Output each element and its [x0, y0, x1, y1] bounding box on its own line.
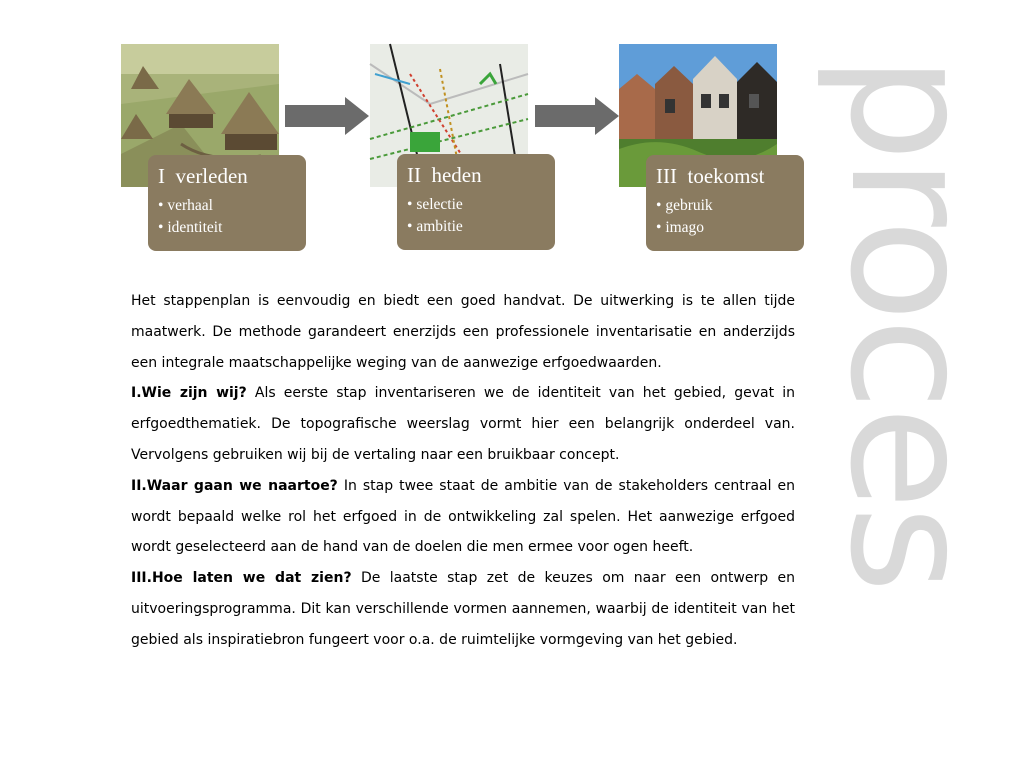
paragraph-intro-body: Het stappenplan is eenvoudig en biedt een goed handvat. De uitwerking is te allen tijde maatwerk. De methode garandeert enerzijds een professionele inventarisatie en anderzijds een integrale maatschappelijke weging van de aanwezige erfgoedwaarden. — [131, 293, 795, 371]
step-2-box — [397, 154, 555, 250]
step-1-bullet-2: • identiteit — [158, 217, 296, 239]
step-2-title: II heden — [407, 163, 482, 187]
step-3-title: III toekomst — [656, 164, 765, 188]
paragraph-step-2-heading: II.Waar gaan we naartoe? — [131, 477, 338, 494]
paragraph-step-1-heading: I.Wie zijn wij? — [131, 385, 247, 402]
paragraph-step-1-body: Als eerste stap inventariseren we de identiteit van het gebied, gevat in erfgoedthematiek. De topografische weerslag vormt hier een belangrijk onderdeel van. Vervolgens gebruiken wij bij de vertaling naar een bruikbaar concept. — [131, 385, 795, 463]
step-1-box — [148, 155, 306, 251]
paragraph-step-2 — [131, 471, 795, 563]
watermark-text: proces — [813, 55, 1009, 590]
paragraph-intro — [131, 286, 795, 378]
step-3-box — [646, 155, 804, 251]
step-1-bullet-1: • verhaal — [158, 195, 296, 217]
body-text — [131, 286, 795, 656]
arrow-2-icon — [535, 97, 619, 135]
paragraph-step-2-body: In stap twee staat de ambitie van de stakeholders centraal en wordt bepaald welke rol het erfgoed in de ontwikkeling zal spelen. Het aanwezige erfgoed wordt geselecteerd aan de hand van de doelen die men ermee voor ogen heeft. — [131, 477, 795, 556]
step-2-bullet-2: • ambitie — [407, 216, 545, 238]
paragraph-step-1 — [131, 378, 795, 470]
step-3-bullet-1: • gebruik — [656, 195, 794, 217]
paragraph-step-3-body: De laatste stap zet de keuzes om naar een ontwerp en uitvoeringsprogramma. Dit kan verschillende vormen aannemen, waarbij de identiteit van het gebied als inspiratiebron fungeert voor o.a. de ruimtelijke vormgeving van het gebied. — [131, 570, 795, 648]
step-1-title: I verleden — [158, 164, 248, 188]
paragraph-step-3 — [131, 563, 795, 655]
paragraph-step-3-heading: III.Hoe laten we dat zien? — [131, 570, 352, 587]
step-3-bullet-2: • imago — [656, 217, 794, 239]
step-2-bullet-1: • selectie — [407, 194, 545, 216]
watermark-word — [813, 55, 1009, 715]
arrow-1-icon — [285, 97, 369, 135]
